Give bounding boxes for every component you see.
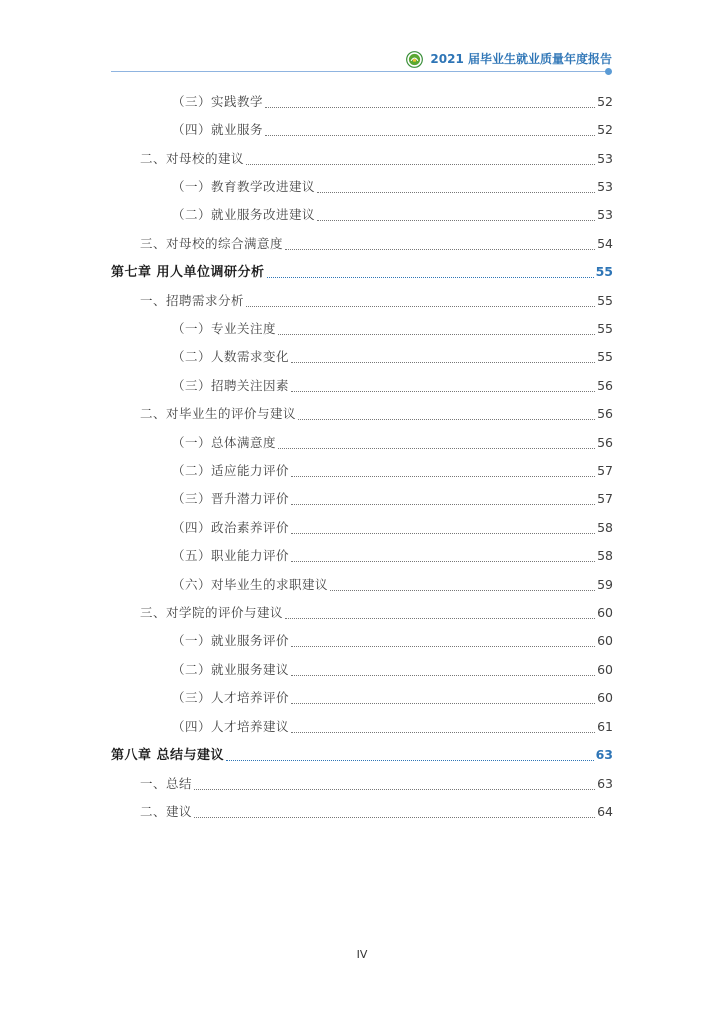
- report-title: 2021 届毕业生就业质量年度报告: [430, 52, 612, 66]
- toc-dot-leader: [246, 306, 595, 307]
- toc-dot-leader: [285, 249, 595, 250]
- toc-entry-title: （一）教育教学改进建议: [172, 179, 316, 194]
- toc-entry-page: 60: [597, 605, 613, 620]
- toc-dot-leader: [285, 618, 595, 619]
- toc-entry[interactable]: [172, 717, 613, 737]
- toc-entry[interactable]: [172, 688, 613, 708]
- toc-entry-title: （五）职业能力评价: [172, 548, 290, 563]
- toc-entry-title: （三）人才培养评价: [172, 690, 290, 705]
- toc-dot-leader: [291, 391, 595, 392]
- toc-entry-page: 55: [597, 349, 613, 364]
- toc-dot-leader: [291, 732, 595, 733]
- toc-entry-title: （六）对毕业生的求职建议: [172, 577, 329, 592]
- toc-entry-page: 60: [597, 662, 613, 677]
- toc-entry[interactable]: [140, 234, 613, 254]
- toc-entry-page: 52: [597, 122, 613, 137]
- toc-dot-leader: [317, 220, 595, 221]
- toc-entry[interactable]: [140, 149, 613, 169]
- toc-dot-leader: [194, 789, 595, 790]
- toc-dot-leader: [298, 419, 595, 420]
- toc-entry-page: 56: [597, 406, 613, 421]
- toc-entry-page: 55: [597, 293, 613, 308]
- toc-entry-title: （一）总体满意度: [172, 435, 277, 450]
- toc-entry-title: （二）人数需求变化: [172, 349, 290, 364]
- toc-dot-leader: [267, 277, 594, 278]
- toc-entry[interactable]: [140, 291, 613, 311]
- toc-entry-page: 56: [597, 435, 613, 450]
- toc-dot-leader: [246, 164, 595, 165]
- page-header: [0, 0, 724, 80]
- toc-dot-leader: [194, 817, 595, 818]
- toc-dot-leader: [291, 476, 595, 477]
- toc-entry[interactable]: [172, 461, 613, 481]
- toc-dot-leader: [330, 590, 595, 591]
- toc-entry-title: （二）就业服务改进建议: [172, 207, 316, 222]
- toc-entry-page: 53: [597, 179, 613, 194]
- toc-entry-page: 55: [597, 321, 613, 336]
- toc-entry[interactable]: [172, 319, 613, 339]
- toc-entry[interactable]: [172, 660, 613, 680]
- toc-entry-title: 二、建议: [140, 804, 193, 819]
- toc-entry-title: 一、总结: [140, 776, 193, 791]
- toc-entry-page: 60: [597, 690, 613, 705]
- toc-entry-page: 52: [597, 94, 613, 109]
- toc-entry[interactable]: [140, 774, 613, 794]
- toc-dot-leader: [291, 504, 595, 505]
- toc-entry-title: （二）适应能力评价: [172, 463, 290, 478]
- toc-entry-page: 54: [597, 236, 613, 251]
- toc-entry[interactable]: [140, 603, 613, 623]
- page-number: IV: [356, 948, 368, 961]
- toc-entry-page: 58: [597, 520, 613, 535]
- toc-entry-title: （四）人才培养建议: [172, 719, 290, 734]
- toc-entry[interactable]: [172, 518, 613, 538]
- toc-entry-title: 二、对母校的建议: [140, 151, 245, 166]
- toc-entry[interactable]: [172, 489, 613, 509]
- toc-entry-title: （四）政治素养评价: [172, 520, 290, 535]
- toc-entry-page: 61: [597, 719, 613, 734]
- toc-entry-title: （三）实践教学: [172, 94, 264, 109]
- toc-entry-page: 57: [597, 491, 613, 506]
- toc-entry[interactable]: [172, 347, 613, 367]
- toc-entry-title: 二、对毕业生的评价与建议: [140, 406, 297, 421]
- toc-entry[interactable]: [172, 120, 613, 140]
- toc-entry-page: 60: [597, 633, 613, 648]
- toc-entry-title: （一）就业服务评价: [172, 633, 290, 648]
- toc-entry-title: 第八章 总结与建议: [111, 748, 225, 763]
- toc-entry-page: 63: [597, 776, 613, 791]
- toc-entry[interactable]: [172, 205, 613, 225]
- toc-entry-title: 三、对学院的评价与建议: [140, 605, 284, 620]
- toc-chapter-entry[interactable]: [111, 745, 613, 765]
- toc-entry[interactable]: [140, 404, 613, 424]
- toc-dot-leader: [291, 675, 595, 676]
- toc-entry-title: 第七章 用人单位调研分析: [111, 265, 265, 280]
- toc-chapter-entry[interactable]: [111, 262, 613, 282]
- toc-entry-page: 53: [597, 151, 613, 166]
- toc-entry-page: 59: [597, 577, 613, 592]
- toc-entry[interactable]: [172, 631, 613, 651]
- toc-entry[interactable]: [172, 376, 613, 396]
- school-emblem-icon: [406, 51, 423, 68]
- toc-entry[interactable]: [172, 433, 613, 453]
- toc-entry[interactable]: [172, 575, 613, 595]
- toc-entry-title: （二）就业服务建议: [172, 662, 290, 677]
- toc-dot-leader: [317, 192, 595, 193]
- toc-entry-title: （三）招聘关注因素: [172, 378, 290, 393]
- toc-entry-title: （四）就业服务: [172, 122, 264, 137]
- toc-entry-title: （一）专业关注度: [172, 321, 277, 336]
- toc-dot-leader: [278, 334, 595, 335]
- toc-dot-leader: [291, 703, 595, 704]
- toc-entry[interactable]: [172, 177, 613, 197]
- toc-entry-page: 55: [595, 264, 613, 279]
- toc-dot-leader: [265, 107, 595, 108]
- toc-entry[interactable]: [140, 802, 613, 822]
- toc-dot-leader: [226, 760, 594, 761]
- toc-entry-page: 57: [597, 463, 613, 478]
- header-divider-dot: [605, 68, 612, 75]
- toc-entry-page: 64: [597, 804, 613, 819]
- toc-dot-leader: [278, 448, 595, 449]
- toc-entry-title: 一、招聘需求分析: [140, 293, 245, 308]
- toc-entry[interactable]: [172, 546, 613, 566]
- toc-entry-page: 53: [597, 207, 613, 222]
- toc-dot-leader: [265, 135, 595, 136]
- toc-dot-leader: [291, 646, 595, 647]
- toc-entry-page: 58: [597, 548, 613, 563]
- toc-entry-title: （三）晋升潜力评价: [172, 491, 290, 506]
- toc-dot-leader: [291, 533, 595, 534]
- toc-entry-page: 56: [597, 378, 613, 393]
- toc-dot-leader: [291, 362, 595, 363]
- toc-entry[interactable]: [172, 92, 613, 112]
- toc-entry-title: 三、对母校的综合满意度: [140, 236, 284, 251]
- toc-dot-leader: [291, 561, 595, 562]
- toc-entry-page: 63: [595, 747, 613, 762]
- header-divider: [111, 71, 608, 72]
